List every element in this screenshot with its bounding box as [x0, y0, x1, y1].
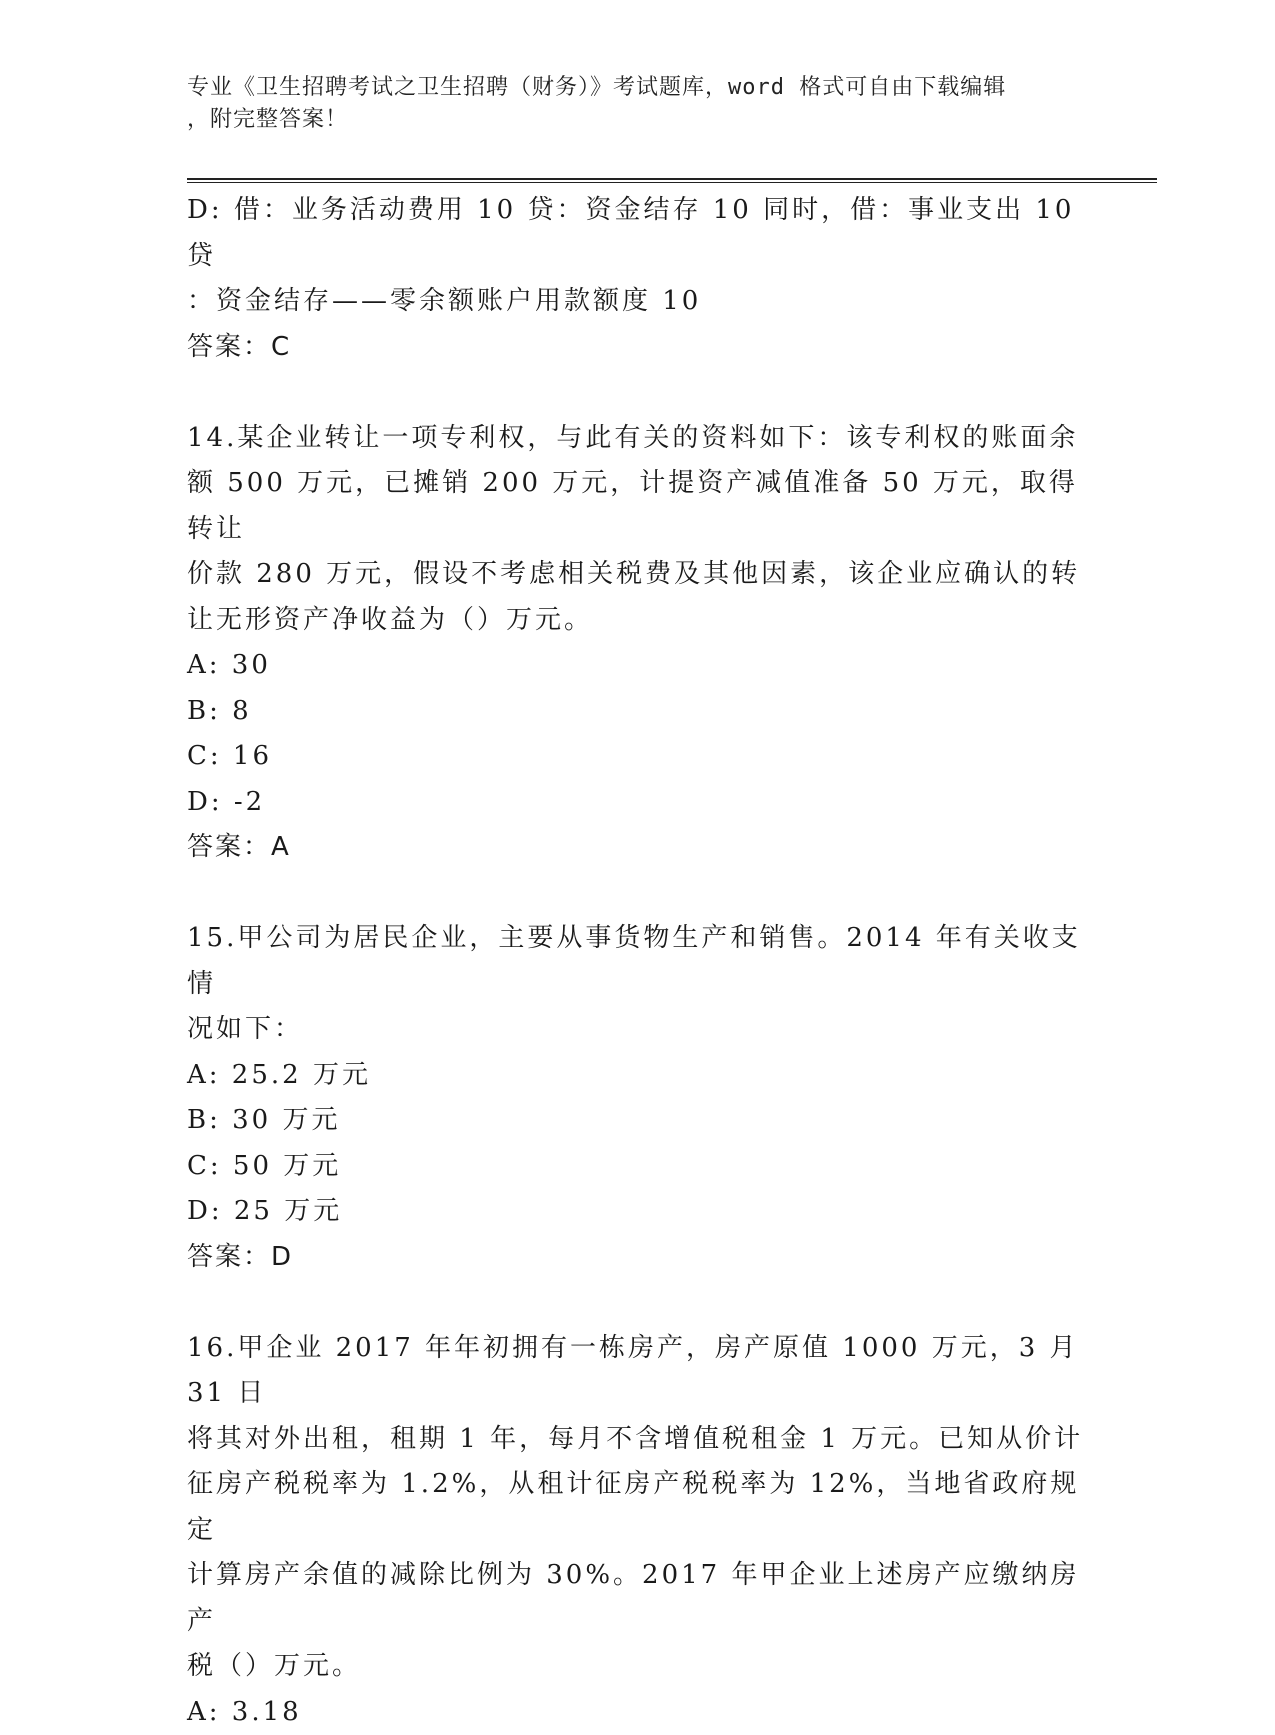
header-title-line-1: 专业《卫生招聘考试之卫生招聘（财务）》考试题库，word 格式可自由下载编辑 — [187, 72, 1087, 104]
option-d-line-2: ：资金结存——零余额账户用款额度 10 — [187, 279, 1087, 325]
option-d-line-1: D: 借：业务活动费用 10 贷：资金结存 10 同时，借：事业支出 10 贷 — [187, 188, 1087, 279]
option-b: B: 30 万元 — [187, 1098, 1087, 1144]
option-b: B: 8 — [187, 689, 1087, 735]
option-a: A: 30 — [187, 643, 1087, 689]
answer-label: 答案：D — [187, 1235, 1087, 1281]
spacer — [187, 370, 1087, 416]
header-divider — [187, 178, 1157, 183]
header-title-line-2: ，附完整答案！ — [187, 104, 1087, 136]
option-c: C: 50 万元 — [187, 1144, 1087, 1190]
answer-label: 答案：A — [187, 825, 1087, 871]
question-15 — [187, 916, 1087, 1280]
question-stem-line: 况如下： — [187, 1007, 1087, 1053]
question-16 — [187, 1326, 1087, 1735]
option-d: D: 25 万元 — [187, 1189, 1087, 1235]
prev-question — [187, 188, 1087, 370]
question-stem-line: 计算房产余值的减除比例为 30%。2017 年甲企业上述房产应缴纳房产 — [187, 1553, 1087, 1644]
question-stem-line: 16.甲企业 2017 年年初拥有一栋房产，房产原值 1000 万元，3 月 31 日 — [187, 1326, 1087, 1417]
question-stem-line: 价款 280 万元，假设不考虑相关税费及其他因素，该企业应确认的转 — [187, 552, 1087, 598]
question-stem-line: 15.甲公司为居民企业，主要从事货物生产和销售。2014 年有关收支情 — [187, 916, 1087, 1007]
question-14 — [187, 416, 1087, 871]
option-a: A: 25.2 万元 — [187, 1053, 1087, 1099]
question-stem-line: 将其对外出租，租期 1 年，每月不含增值税租金 1 万元。已知从价计 — [187, 1417, 1087, 1463]
question-stem-line: 征房产税税率为 1.2%，从租计征房产税税率为 12%，当地省政府规定 — [187, 1462, 1087, 1553]
option-a: A: 3.18 — [187, 1690, 1087, 1735]
option-d: D: -2 — [187, 780, 1087, 826]
spacer — [187, 871, 1087, 917]
question-stem-line: 14.某企业转让一项专利权，与此有关的资料如下：该专利权的账面余 — [187, 416, 1087, 462]
question-stem-line: 让无形资产净收益为（）万元。 — [187, 598, 1087, 644]
option-c: C: 16 — [187, 734, 1087, 780]
question-content — [187, 188, 1087, 1735]
question-stem-line: 税（）万元。 — [187, 1644, 1087, 1690]
spacer — [187, 1280, 1087, 1326]
question-stem-line: 额 500 万元，已摊销 200 万元，计提资产减值准备 50 万元，取得转让 — [187, 461, 1087, 552]
page-header — [187, 72, 1087, 136]
answer-label: 答案：C — [187, 325, 1087, 371]
